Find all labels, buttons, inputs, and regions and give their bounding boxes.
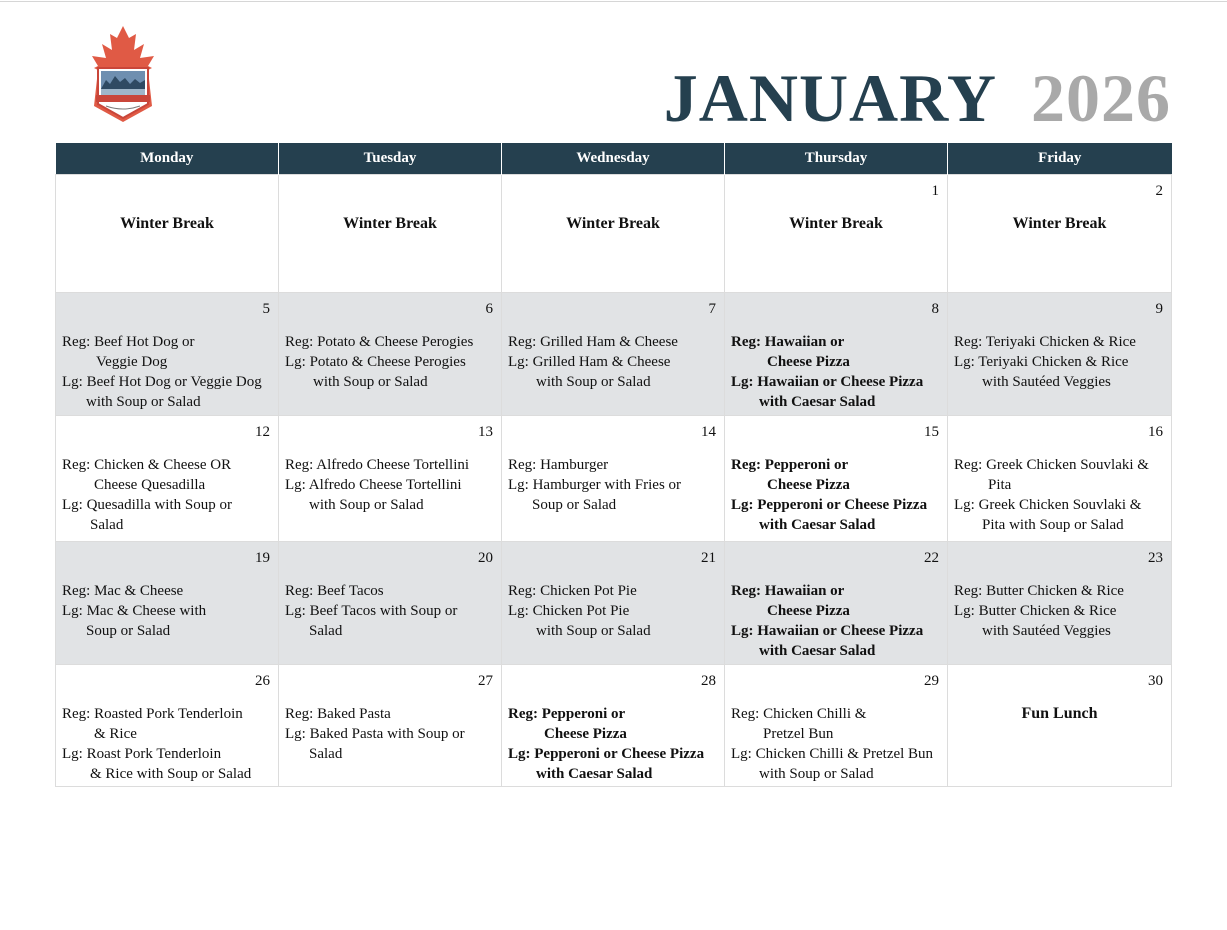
day-cell bbox=[279, 665, 502, 787]
day-number bbox=[279, 175, 501, 201]
menu-line: Reg: Hamburger bbox=[508, 457, 609, 473]
weekday-thursday: Thursday bbox=[725, 143, 948, 175]
title-month: JANUARY bbox=[663, 60, 997, 136]
menu-line: Reg: Mac & Cheese bbox=[62, 583, 184, 599]
menu-line: Lg: Baked Pasta with Soup or bbox=[285, 726, 465, 742]
day-cell bbox=[56, 665, 279, 787]
menu-line: Salad bbox=[90, 517, 124, 533]
menu-line: Salad bbox=[309, 746, 343, 762]
menu-line: with Soup or Salad bbox=[536, 623, 651, 639]
day-cell bbox=[502, 175, 725, 293]
day-number: 9 bbox=[1155, 301, 1163, 317]
week-row bbox=[56, 665, 1172, 787]
day-note: Winter Break bbox=[120, 215, 214, 232]
title-year: 2026 bbox=[1031, 60, 1171, 136]
day-note: Winter Break bbox=[566, 215, 660, 232]
weekday-wednesday: Wednesday bbox=[502, 143, 725, 175]
weekday-tuesday: Tuesday bbox=[279, 143, 502, 175]
menu-text bbox=[725, 691, 947, 784]
menu-line: Lg: Hawaiian or Cheese Pizza bbox=[731, 623, 924, 639]
day-number bbox=[502, 175, 724, 201]
menu-line: Cheese Pizza bbox=[544, 726, 627, 742]
menu-text bbox=[948, 442, 1171, 535]
day-number: 16 bbox=[1148, 424, 1163, 440]
day-cell bbox=[948, 665, 1172, 787]
menu-line: with Caesar Salad bbox=[759, 394, 876, 410]
menu-text bbox=[56, 691, 278, 784]
menu-text bbox=[725, 568, 947, 661]
menu-line: Reg: Hawaiian or bbox=[731, 583, 845, 599]
day-note: Winter Break bbox=[343, 215, 437, 232]
menu-line: Reg: Alfredo Cheese Tortellini bbox=[285, 457, 470, 473]
week-row bbox=[56, 416, 1172, 542]
lunch-calendar bbox=[55, 143, 1172, 787]
menu-line: Pita bbox=[988, 477, 1012, 493]
day-cell bbox=[725, 665, 948, 787]
menu-line: Veggie Dog bbox=[96, 354, 168, 370]
day-cell bbox=[279, 175, 502, 293]
menu-line: Reg: Chicken & Cheese OR bbox=[62, 457, 232, 473]
menu-line: Reg: Baked Pasta bbox=[285, 706, 391, 722]
menu-line: Cheese Quesadilla bbox=[94, 477, 206, 493]
menu-line: Lg: Alfredo Cheese Tortellini bbox=[285, 477, 462, 493]
day-number: 5 bbox=[262, 301, 270, 317]
day-note: Winter Break bbox=[1012, 215, 1107, 232]
menu-line: Lg: Quesadilla with Soup or bbox=[62, 497, 232, 513]
week-row bbox=[56, 293, 1172, 416]
menu-line: Lg: Pepperoni or Cheese Pizza bbox=[731, 497, 928, 513]
menu-line: Lg: Chicken Chilli & Pretzel Bun bbox=[731, 746, 934, 762]
menu-line: Lg: Beef Tacos with Soup or bbox=[285, 603, 458, 619]
menu-line: Pretzel Bun bbox=[763, 726, 834, 742]
calendar-body bbox=[56, 175, 1172, 787]
day-cell bbox=[56, 293, 279, 416]
menu-line: Lg: Greek Chicken Souvlaki & bbox=[954, 497, 1142, 513]
menu-line: with Soup or Salad bbox=[759, 766, 874, 782]
menu-line: Lg: Potato & Cheese Perogies bbox=[285, 354, 466, 370]
day-cell bbox=[279, 542, 502, 665]
menu-line: Lg: Chicken Pot Pie bbox=[508, 603, 630, 619]
day-number: 29 bbox=[924, 673, 939, 689]
weekday-header-row bbox=[56, 143, 1172, 175]
menu-line: Reg: Beef Hot Dog or bbox=[62, 334, 195, 350]
day-cell bbox=[502, 665, 725, 787]
day-number: 2 bbox=[1155, 183, 1163, 199]
day-number: 20 bbox=[478, 550, 493, 566]
day-cell bbox=[502, 416, 725, 542]
menu-line: Reg: Grilled Ham & Cheese bbox=[508, 334, 678, 350]
menu-line: Reg: Potato & Cheese Perogies bbox=[285, 334, 474, 350]
menu-text bbox=[948, 568, 1171, 641]
menu-text bbox=[502, 691, 724, 784]
day-cell bbox=[948, 542, 1172, 665]
day-number: 12 bbox=[255, 424, 270, 440]
menu-line: Lg: Pepperoni or Cheese Pizza bbox=[508, 746, 705, 762]
week-row bbox=[56, 542, 1172, 665]
day-number: 30 bbox=[1148, 673, 1163, 689]
calendar-title bbox=[664, 58, 1171, 138]
menu-line: Reg: Chicken Chilli & bbox=[731, 706, 867, 722]
menu-line: with Caesar Salad bbox=[536, 766, 653, 782]
menu-line: with Caesar Salad bbox=[759, 517, 876, 533]
menu-line: with Soup or Salad bbox=[536, 374, 651, 390]
menu-text bbox=[56, 442, 278, 535]
menu-line: Reg: Butter Chicken & Rice bbox=[954, 583, 1124, 599]
menu-line: & Rice bbox=[94, 726, 137, 742]
menu-line: Soup or Salad bbox=[86, 623, 171, 639]
menu-text bbox=[502, 442, 724, 515]
day-cell bbox=[725, 293, 948, 416]
day-note: Fun Lunch bbox=[1021, 705, 1098, 722]
day-number: 26 bbox=[255, 673, 270, 689]
day-cell bbox=[56, 416, 279, 542]
menu-line: with Soup or Salad bbox=[86, 394, 201, 410]
week-row bbox=[56, 175, 1172, 293]
day-cell bbox=[725, 175, 948, 293]
day-cell bbox=[279, 416, 502, 542]
day-number: 7 bbox=[708, 301, 716, 317]
menu-line: Cheese Pizza bbox=[767, 603, 850, 619]
day-number: 28 bbox=[701, 673, 716, 689]
menu-line: Lg: Mac & Cheese with bbox=[62, 603, 207, 619]
weekday-monday: Monday bbox=[56, 143, 279, 175]
day-number: 13 bbox=[478, 424, 493, 440]
menu-line: Reg: Pepperoni or bbox=[508, 706, 626, 722]
menu-text bbox=[279, 319, 501, 392]
menu-line: Lg: Roast Pork Tenderloin bbox=[62, 746, 222, 762]
menu-line: Reg: Pepperoni or bbox=[731, 457, 849, 473]
day-number: 1 bbox=[931, 183, 939, 199]
menu-text bbox=[279, 691, 501, 764]
menu-line: Lg: Beef Hot Dog or Veggie Dog bbox=[62, 374, 262, 390]
menu-line: & Rice with Soup or Salad bbox=[90, 766, 252, 782]
menu-line: Salad bbox=[309, 623, 343, 639]
day-number: 23 bbox=[1148, 550, 1163, 566]
menu-text bbox=[502, 568, 724, 641]
menu-text bbox=[56, 568, 278, 641]
day-number: 6 bbox=[485, 301, 493, 317]
menu-line: Soup or Salad bbox=[532, 497, 617, 513]
day-number: 27 bbox=[478, 673, 493, 689]
weekday-friday: Friday bbox=[948, 143, 1172, 175]
menu-line: with Sautéed Veggies bbox=[982, 374, 1111, 390]
day-cell bbox=[56, 175, 279, 293]
top-divider bbox=[0, 1, 1227, 2]
school-crest-logo bbox=[88, 24, 158, 124]
day-cell bbox=[56, 542, 279, 665]
day-number: 19 bbox=[255, 550, 270, 566]
menu-text bbox=[725, 319, 947, 412]
menu-line: Reg: Beef Tacos bbox=[285, 583, 384, 599]
day-note: Winter Break bbox=[789, 215, 883, 232]
menu-line: with Soup or Salad bbox=[313, 374, 428, 390]
menu-line: Lg: Grilled Ham & Cheese bbox=[508, 354, 671, 370]
menu-line: Lg: Butter Chicken & Rice bbox=[954, 603, 1117, 619]
menu-line: with Caesar Salad bbox=[759, 643, 876, 659]
menu-line: Reg: Teriyaki Chicken & Rice bbox=[954, 334, 1136, 350]
day-cell bbox=[725, 542, 948, 665]
menu-line: Reg: Roasted Pork Tenderloin bbox=[62, 706, 243, 722]
menu-line: Cheese Pizza bbox=[767, 477, 850, 493]
menu-line: Reg: Hawaiian or bbox=[731, 334, 845, 350]
menu-text bbox=[502, 319, 724, 392]
day-cell bbox=[948, 293, 1172, 416]
day-number: 15 bbox=[924, 424, 939, 440]
day-number: 8 bbox=[931, 301, 939, 317]
day-cell bbox=[502, 293, 725, 416]
menu-text bbox=[279, 442, 501, 515]
menu-text bbox=[725, 442, 947, 535]
menu-line: Cheese Pizza bbox=[767, 354, 850, 370]
day-cell bbox=[502, 542, 725, 665]
day-cell bbox=[948, 175, 1172, 293]
menu-line: with Sautéed Veggies bbox=[982, 623, 1111, 639]
menu-text bbox=[279, 568, 501, 641]
day-cell bbox=[725, 416, 948, 542]
menu-line: Lg: Teriyaki Chicken & Rice bbox=[954, 354, 1129, 370]
day-cell bbox=[279, 293, 502, 416]
menu-line: Lg: Hawaiian or Cheese Pizza bbox=[731, 374, 924, 390]
menu-line: Pita with Soup or Salad bbox=[982, 517, 1124, 533]
day-number: 14 bbox=[701, 424, 716, 440]
menu-line: Lg: Hamburger with Fries or bbox=[508, 477, 682, 493]
menu-line: with Soup or Salad bbox=[309, 497, 424, 513]
day-number: 21 bbox=[701, 550, 716, 566]
menu-text bbox=[948, 319, 1171, 392]
day-number bbox=[56, 175, 278, 201]
menu-line: Reg: Greek Chicken Souvlaki & bbox=[954, 457, 1149, 473]
menu-line: Reg: Chicken Pot Pie bbox=[508, 583, 637, 599]
day-number: 22 bbox=[924, 550, 939, 566]
day-cell bbox=[948, 416, 1172, 542]
menu-text bbox=[56, 319, 278, 412]
